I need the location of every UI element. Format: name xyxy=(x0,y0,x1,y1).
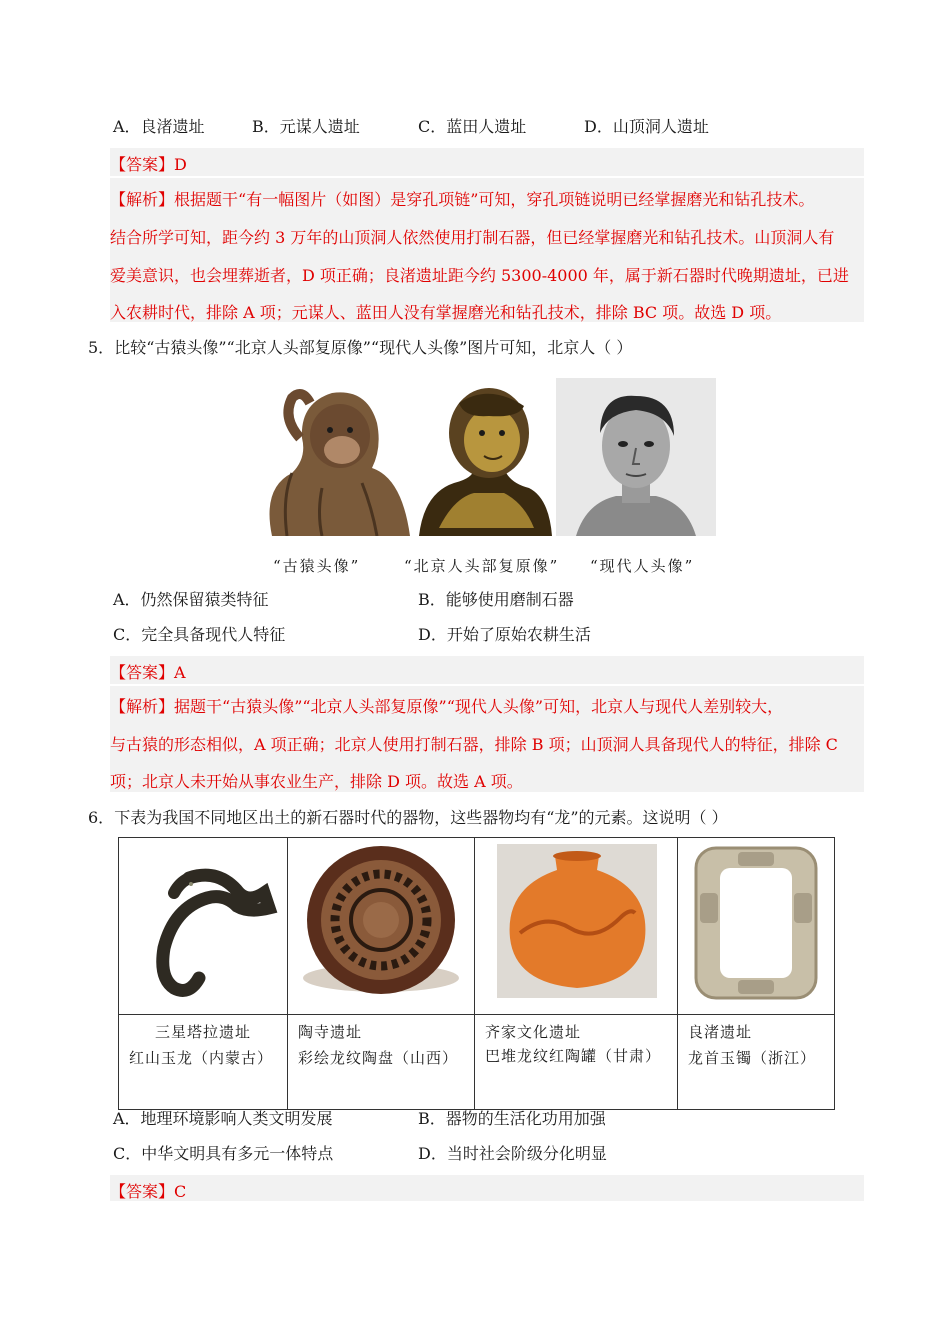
caption-modern-human: “现代人头像” xyxy=(590,557,695,575)
site-name: 三星塔拉遗址 xyxy=(155,1023,252,1041)
q6-answer xyxy=(110,1179,186,1202)
artifact-cell-hongshan xyxy=(119,1015,288,1110)
q4-option-d: D．山顶洞人遗址 xyxy=(584,117,709,136)
jade-dragon-image xyxy=(119,838,287,1014)
artifact-image-cell xyxy=(475,838,678,1015)
painted-pottery-plate-image xyxy=(288,838,474,1014)
q5-answer-box xyxy=(110,656,864,684)
q6-option-a: A．地理环境影响人类文明发展 xyxy=(113,1109,333,1128)
artifact-image-cell xyxy=(288,838,475,1015)
peking-man-image xyxy=(414,378,554,536)
q5-option-c: C．完全具备现代人特征 xyxy=(113,625,286,644)
q4-option-b: B．元谋人遗址 xyxy=(252,117,360,136)
q5-stem: 比较“古猿头像”“北京人头部复原像”“现代人头像”图片可知，北京人（ ） xyxy=(114,338,633,357)
artifact-table xyxy=(118,837,835,1110)
q6-answer-label: 【答案】 xyxy=(110,1182,175,1201)
q4-explanation-line: 入农耕时代，排除 A 项；元谋人、蓝田人没有掌握磨光和钻孔技术，排除 BC 项。故选 D 项。 xyxy=(110,303,782,322)
q6-answer-value: C xyxy=(174,1182,187,1201)
site-name: 陶寺遗址 xyxy=(298,1023,363,1041)
q5-answer xyxy=(110,660,186,683)
red-pottery-jar-image xyxy=(475,838,677,1014)
q5-answer-label: 【答案】 xyxy=(110,663,175,682)
artifact-text-row xyxy=(119,1015,835,1110)
q4-explanation-line: 爱美意识，也会埋葬逝者，D 项正确；良渚遗址距今约 5300-4000 年，属于新石器时代晚期遗址，已进 xyxy=(110,266,849,285)
artifact-image-row xyxy=(119,838,835,1015)
q4-answer-label: 【答案】 xyxy=(110,155,175,174)
q5-explanation-line: 项；北京人未开始从事农业生产，排除 D 项。故选 A 项。 xyxy=(110,772,523,791)
site-name: 齐家文化遗址 xyxy=(485,1023,582,1041)
q5-option-a: A．仍然保留猿类特征 xyxy=(113,590,269,609)
artifact-image-cell xyxy=(678,838,835,1015)
artifact-cell-liangzhu xyxy=(678,1015,835,1110)
q4-explanation-box xyxy=(110,178,864,322)
artifact-name: 彩绘龙纹陶盘（山西） xyxy=(298,1049,459,1067)
jade-bracelet-image xyxy=(678,838,834,1014)
q4-option-c: C．蓝田人遗址 xyxy=(418,117,527,136)
artifact-name: 巴堆龙纹红陶罐（甘肃） xyxy=(485,1047,662,1065)
q4-explanation-label: 【解析】 xyxy=(110,190,175,209)
q6-stem-line xyxy=(88,805,728,828)
q6-option-b: B．器物的生活化功用加强 xyxy=(418,1109,606,1128)
q4-answer-value: D xyxy=(174,155,187,174)
q4-answer xyxy=(110,152,187,175)
modern-human-image xyxy=(556,378,716,536)
q5-answer-value: A xyxy=(174,663,186,682)
artifact-image-cell xyxy=(119,838,288,1015)
artifact-cell-qijia xyxy=(475,1015,678,1110)
q6-stem: 下表为我国不同地区出土的新石器时代的器物，这些器物均有“龙”的元素。这说明（ ） xyxy=(114,808,728,827)
q6-option-d: D．当时社会阶级分化明显 xyxy=(418,1144,607,1163)
artifact-cell-taosi xyxy=(288,1015,475,1110)
site-name: 良渚遗址 xyxy=(688,1023,753,1041)
q5-explanation-line: 【解析】据题干“古猿头像”“北京人头部复原像”“现代人头像”可知，北京人与现代人差别较大， xyxy=(110,697,784,716)
q6-option-c: C．中华文明具有多元一体特点 xyxy=(113,1144,334,1163)
artifact-name: 龙首玉镯（浙江） xyxy=(688,1049,817,1067)
q4-explanation-line: 结合所学可知，距今约 3 万年的山顶洞人依然使用打制石器，但已经掌握磨光和钻孔技术。山顶洞人有 xyxy=(110,228,835,247)
q5-explanation-label: 【解析】 xyxy=(110,697,175,716)
caption-peking-man: “北京人头部复原像” xyxy=(404,557,560,575)
q5-explanation-line: 与古猿的形态相似，A 项正确；北京人使用打制石器，排除 B 项；山顶洞人具备现代人的特征，排除 C xyxy=(110,735,838,754)
q4-answer-box xyxy=(110,148,864,176)
q5-number: 5． xyxy=(88,338,115,357)
q4-option-a: A．良渚遗址 xyxy=(113,117,205,136)
q6-number: 6． xyxy=(88,808,115,827)
q5-stem-line xyxy=(88,335,632,358)
q5-option-b: B．能够使用磨制石器 xyxy=(418,590,574,609)
q5-option-d: D．开始了原始农耕生活 xyxy=(418,625,591,644)
q6-answer-box xyxy=(110,1175,864,1201)
artifact-name: 红山玉龙（内蒙古） xyxy=(129,1049,274,1067)
q5-explanation-box xyxy=(110,686,864,792)
q4-explanation-line: 【解析】根据题干“有一幅图片（如图）是穿孔项链”可知，穿孔项链说明已经掌握磨光和钻孔技术。 xyxy=(110,190,815,209)
ape-head-image xyxy=(262,378,412,536)
caption-ape-head: “古猿头像” xyxy=(273,557,361,575)
